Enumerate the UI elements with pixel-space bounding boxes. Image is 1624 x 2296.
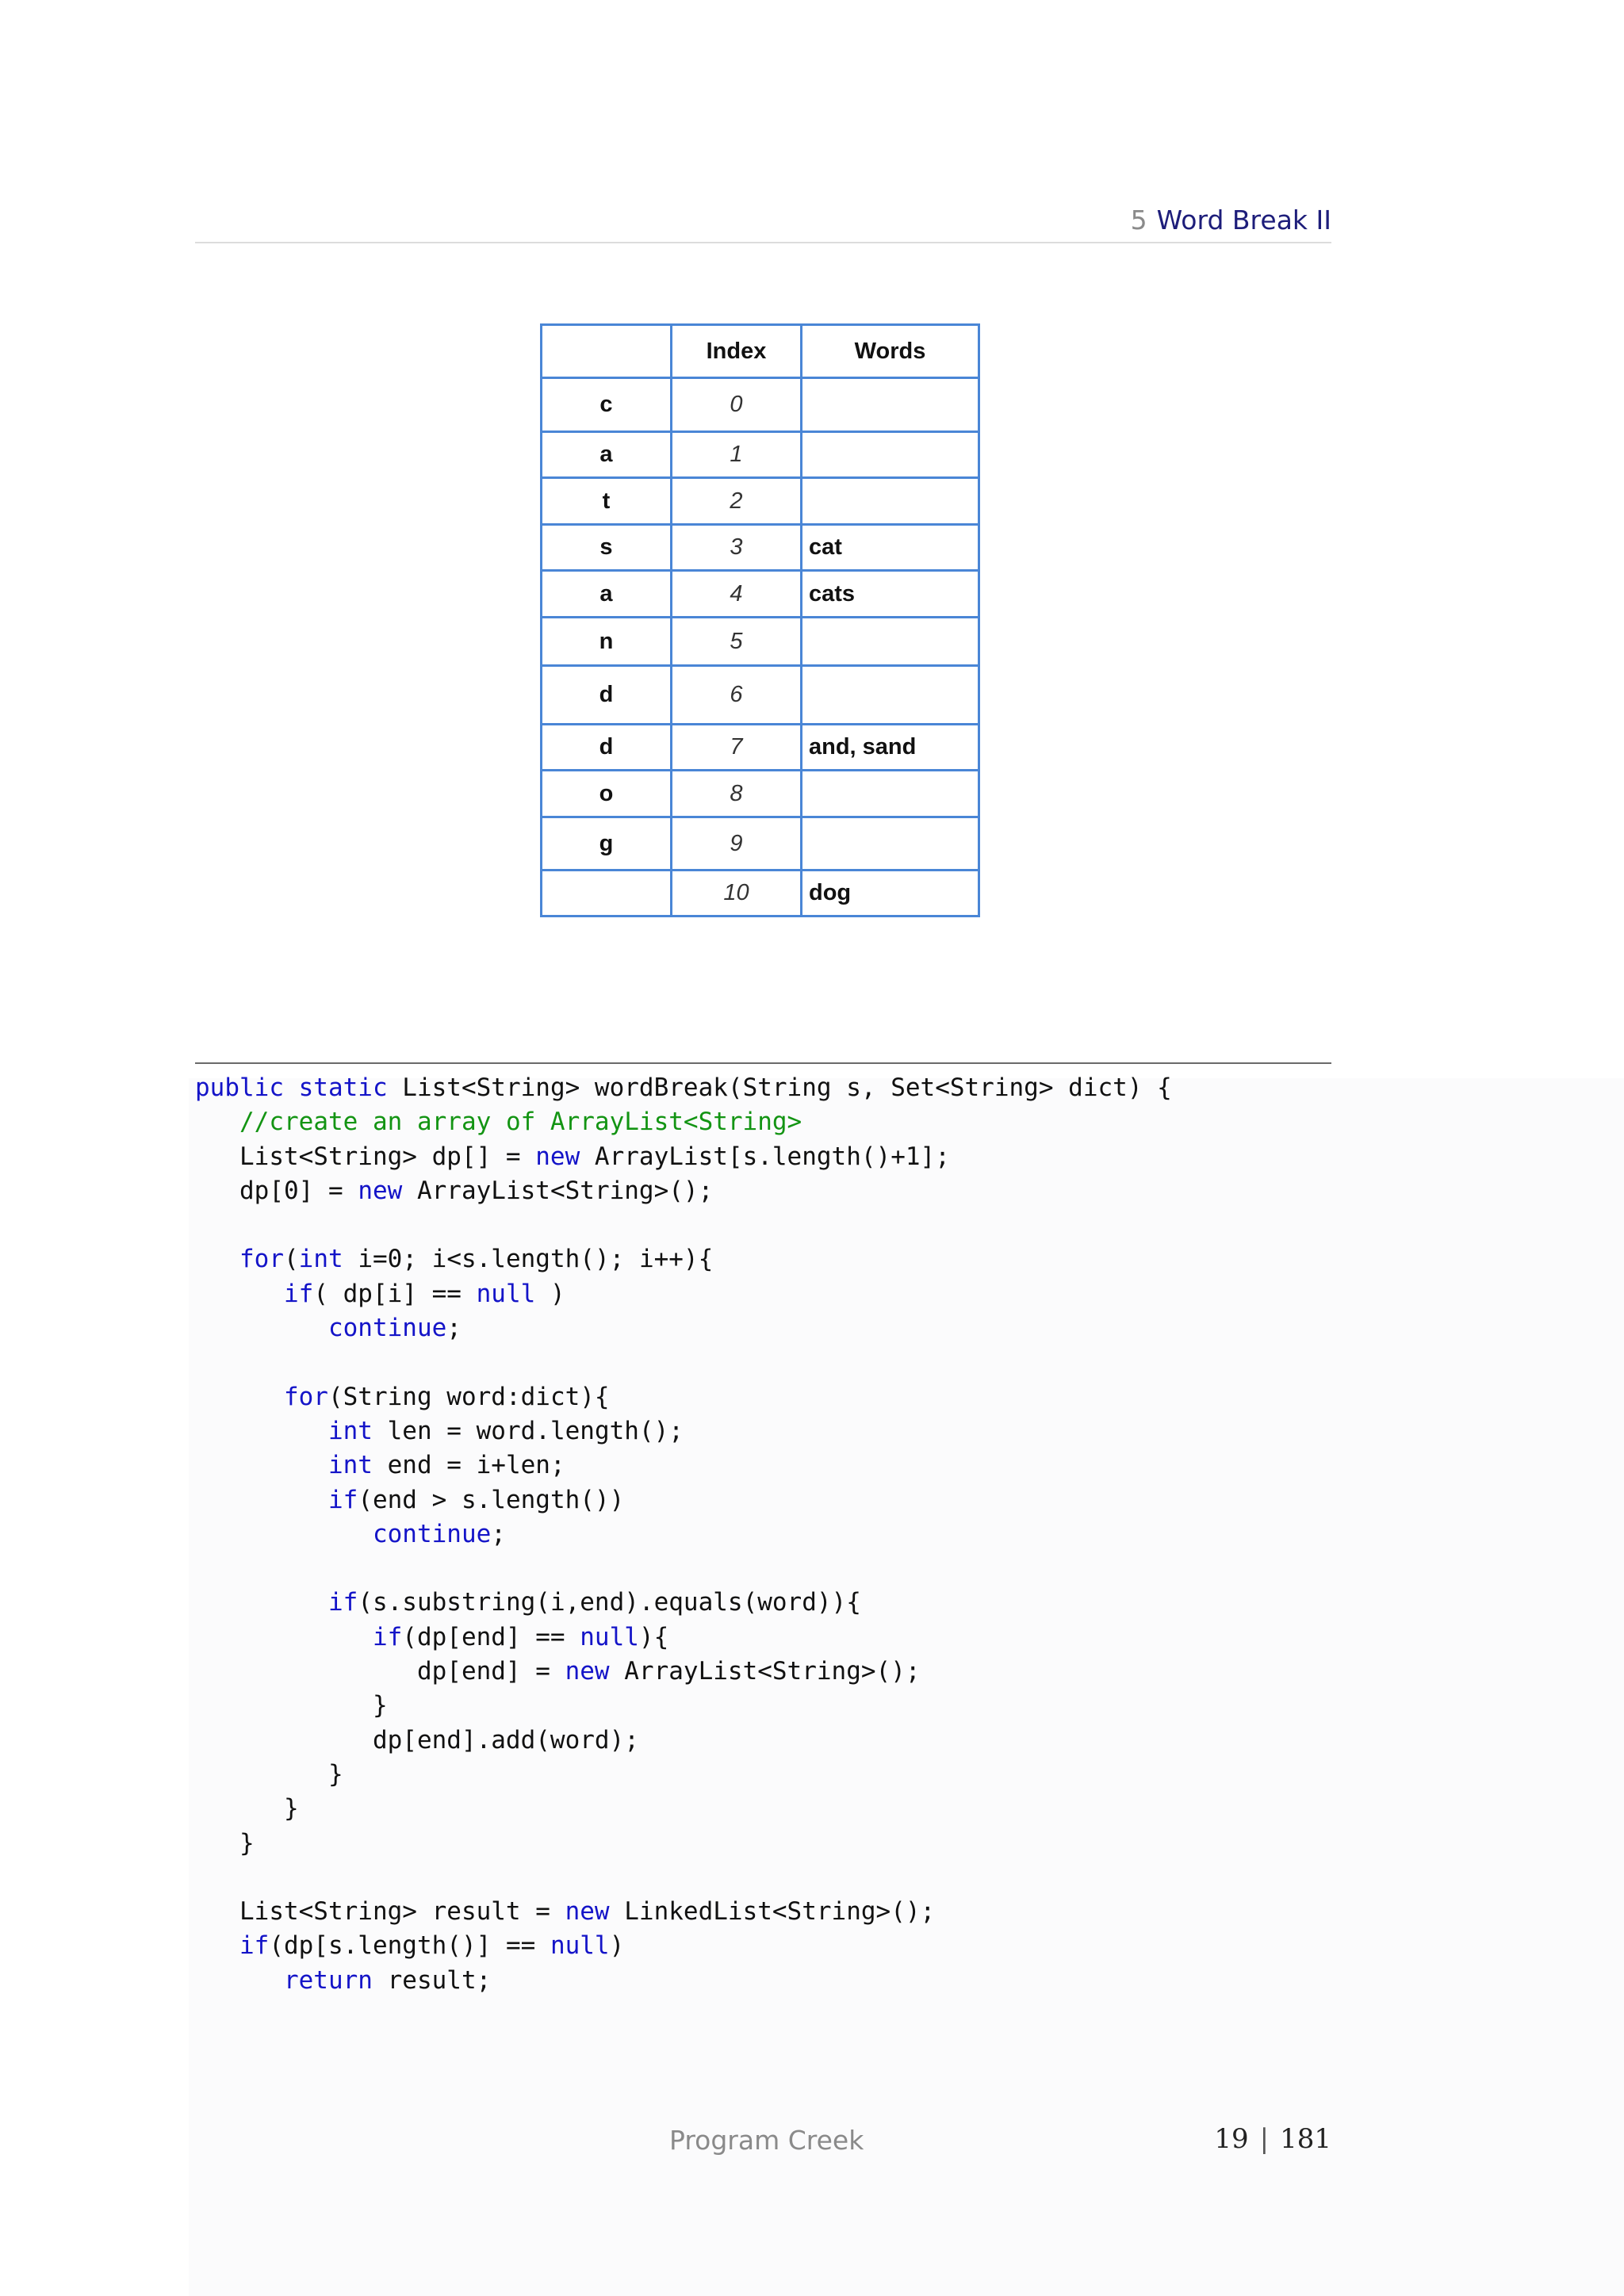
code-line: [195, 1517, 1172, 1552]
index-cell: 1: [672, 432, 802, 478]
code-keyword: new: [535, 1142, 580, 1171]
code-keyword: int: [327, 1416, 373, 1445]
code-keyword: continue: [372, 1519, 492, 1548]
code-line: [195, 1071, 1172, 1105]
code-text: (end > s.length()): [358, 1485, 625, 1514]
words-cell: [802, 771, 979, 817]
code-text: (: [284, 1245, 299, 1274]
index-cell: 10: [672, 871, 802, 916]
letter-cell: g: [542, 817, 672, 871]
code-keyword: if: [327, 1588, 358, 1617]
code-line: [195, 1621, 1172, 1655]
code-top-rule: [195, 1062, 1331, 1064]
code-text: [195, 1314, 328, 1342]
index-cell: 7: [672, 725, 802, 771]
code-text: [195, 1383, 284, 1411]
code-text: dp[end] =: [195, 1657, 565, 1686]
code-text: List<String> wordBreak(String s, Set<String> dict) {: [387, 1073, 1172, 1102]
section-number: 5: [1130, 205, 1147, 235]
index-cell: 2: [672, 478, 802, 525]
code-keyword: new: [565, 1897, 610, 1927]
code-keyword: null: [580, 1622, 639, 1651]
code-text: [195, 1451, 328, 1479]
code-keyword: for: [283, 1382, 328, 1411]
letter-cell: s: [542, 525, 672, 571]
code-text: (dp[end] ==: [402, 1622, 580, 1651]
words-cell: [802, 378, 979, 432]
page-total: 181: [1280, 2123, 1331, 2155]
code-text: [195, 1623, 373, 1651]
code-text: (String word:dict){: [327, 1382, 610, 1411]
code-text: dp[end].add(word);: [195, 1725, 639, 1755]
code-line: [195, 1277, 1172, 1311]
code-line: [195, 1345, 1172, 1380]
index-cell: 0: [672, 378, 802, 432]
letter-cell: a: [542, 432, 672, 478]
words-cell: and, sand: [802, 725, 979, 771]
dp-table: [540, 323, 980, 917]
code-keyword: null: [476, 1279, 536, 1308]
code-text: }: [195, 1828, 255, 1858]
page-separator: |: [1259, 2123, 1270, 2155]
header-divider: [195, 242, 1331, 243]
words-cell: dog: [802, 871, 979, 916]
table-header-cell: Words: [802, 325, 979, 378]
code-keyword: public static: [195, 1073, 388, 1102]
code-text: }: [195, 1759, 343, 1789]
code-text: ){: [638, 1622, 669, 1651]
code-listing: [195, 1071, 1172, 1998]
code-keyword: if: [283, 1279, 314, 1308]
code-text: [195, 1280, 284, 1308]
code-text: [195, 1108, 239, 1136]
table-row: [542, 666, 979, 725]
table-row: [542, 432, 979, 478]
table-header-cell: Index: [672, 325, 802, 378]
table-row: [542, 378, 979, 432]
table-row: [542, 618, 979, 666]
table-row: [542, 771, 979, 817]
letter-cell: d: [542, 666, 672, 725]
letter-cell: t: [542, 478, 672, 525]
index-cell: 3: [672, 525, 802, 571]
code-keyword: int: [298, 1245, 343, 1274]
index-cell: 8: [672, 771, 802, 817]
code-line: [195, 1140, 1172, 1174]
code-text: ): [535, 1279, 565, 1308]
code-keyword: null: [550, 1931, 610, 1961]
code-keyword: if: [372, 1622, 403, 1651]
code-line: [195, 1861, 1172, 1895]
letter-cell: d: [542, 725, 672, 771]
code-keyword: new: [358, 1176, 403, 1205]
code-line: [195, 1655, 1172, 1689]
table-row: [542, 525, 979, 571]
code-keyword: int: [327, 1451, 373, 1480]
code-line: [195, 1414, 1172, 1448]
code-line: [195, 1448, 1172, 1483]
code-text: [195, 1588, 328, 1617]
code-text: List<String> result =: [195, 1897, 565, 1927]
code-text: i=0; i<s.length(); i++){: [343, 1245, 714, 1274]
code-line: [195, 1758, 1172, 1792]
code-line: [195, 1483, 1172, 1517]
code-text: }: [195, 1691, 388, 1720]
code-keyword: if: [327, 1485, 358, 1514]
words-cell: [802, 666, 979, 725]
index-cell: 4: [672, 571, 802, 618]
code-comment: //create an array of ArrayList<String>: [239, 1108, 802, 1137]
code-keyword: new: [565, 1657, 610, 1686]
code-line: [195, 1895, 1172, 1929]
table-header-cell: [542, 325, 672, 378]
table-row: [542, 725, 979, 771]
letter-cell: o: [542, 771, 672, 817]
code-keyword: return: [283, 1965, 373, 1995]
code-text: dp[0] =: [195, 1176, 358, 1205]
letter-cell: c: [542, 378, 672, 432]
code-text: ArrayList<String>();: [609, 1657, 921, 1686]
page-number: [1214, 2123, 1331, 2155]
code-text: (s.substring(i,end).equals(word)){: [358, 1588, 861, 1617]
words-cell: [802, 817, 979, 871]
code-line: [195, 1827, 1172, 1861]
code-line: [195, 1724, 1172, 1758]
table-row: [542, 571, 979, 618]
code-text: end = i+len;: [372, 1451, 565, 1480]
letter-cell: a: [542, 571, 672, 618]
code-line: [195, 1586, 1172, 1620]
code-text: ;: [446, 1314, 462, 1343]
code-text: [195, 1417, 328, 1445]
code-line: [195, 1208, 1172, 1242]
code-line: [195, 1105, 1172, 1139]
table-row: [542, 478, 979, 525]
code-text: [195, 1931, 239, 1960]
code-text: len = word.length();: [372, 1416, 684, 1445]
code-text: [195, 1486, 328, 1514]
section-title: Word Break II: [1156, 205, 1331, 235]
code-text: [195, 1966, 284, 1995]
code-text: result;: [372, 1965, 492, 1995]
words-cell: cat: [802, 525, 979, 571]
words-cell: [802, 618, 979, 666]
code-line: [195, 1552, 1172, 1586]
footer-book-title: Program Creek: [669, 2125, 864, 2156]
words-cell: cats: [802, 571, 979, 618]
code-text: ArrayList<String>();: [402, 1176, 714, 1205]
code-keyword: if: [239, 1931, 270, 1961]
code-line: [195, 1689, 1172, 1723]
code-line: [195, 1242, 1172, 1276]
code-line: [195, 1792, 1172, 1826]
table-header-row: [542, 325, 979, 378]
index-cell: 9: [672, 817, 802, 871]
code-text: [195, 1520, 373, 1548]
code-line: [195, 1964, 1172, 1998]
code-keyword: for: [239, 1245, 284, 1274]
code-text: [195, 1245, 239, 1273]
code-text: ArrayList[s.length()+1];: [580, 1142, 950, 1171]
code-keyword: continue: [327, 1314, 447, 1343]
letter-cell: n: [542, 618, 672, 666]
code-text: ( dp[i] ==: [313, 1279, 477, 1308]
code-line: [195, 1929, 1172, 1963]
page-current: 19: [1214, 2123, 1249, 2155]
code-line: [195, 1380, 1172, 1414]
code-text: (dp[s.length()] ==: [269, 1931, 550, 1961]
code-text: List<String> dp[] =: [195, 1142, 536, 1171]
code-text: ;: [491, 1519, 506, 1548]
table-row: [542, 817, 979, 871]
index-cell: 5: [672, 618, 802, 666]
words-cell: [802, 432, 979, 478]
code-line: [195, 1311, 1172, 1345]
letter-cell: [542, 871, 672, 916]
code-text: }: [195, 1794, 299, 1823]
words-cell: [802, 478, 979, 525]
code-text: LinkedList<String>();: [609, 1897, 936, 1927]
table-row: [542, 871, 979, 916]
code-line: [195, 1174, 1172, 1208]
code-text: ): [609, 1931, 625, 1961]
running-header: [1131, 201, 1331, 239]
index-cell: 6: [672, 666, 802, 725]
